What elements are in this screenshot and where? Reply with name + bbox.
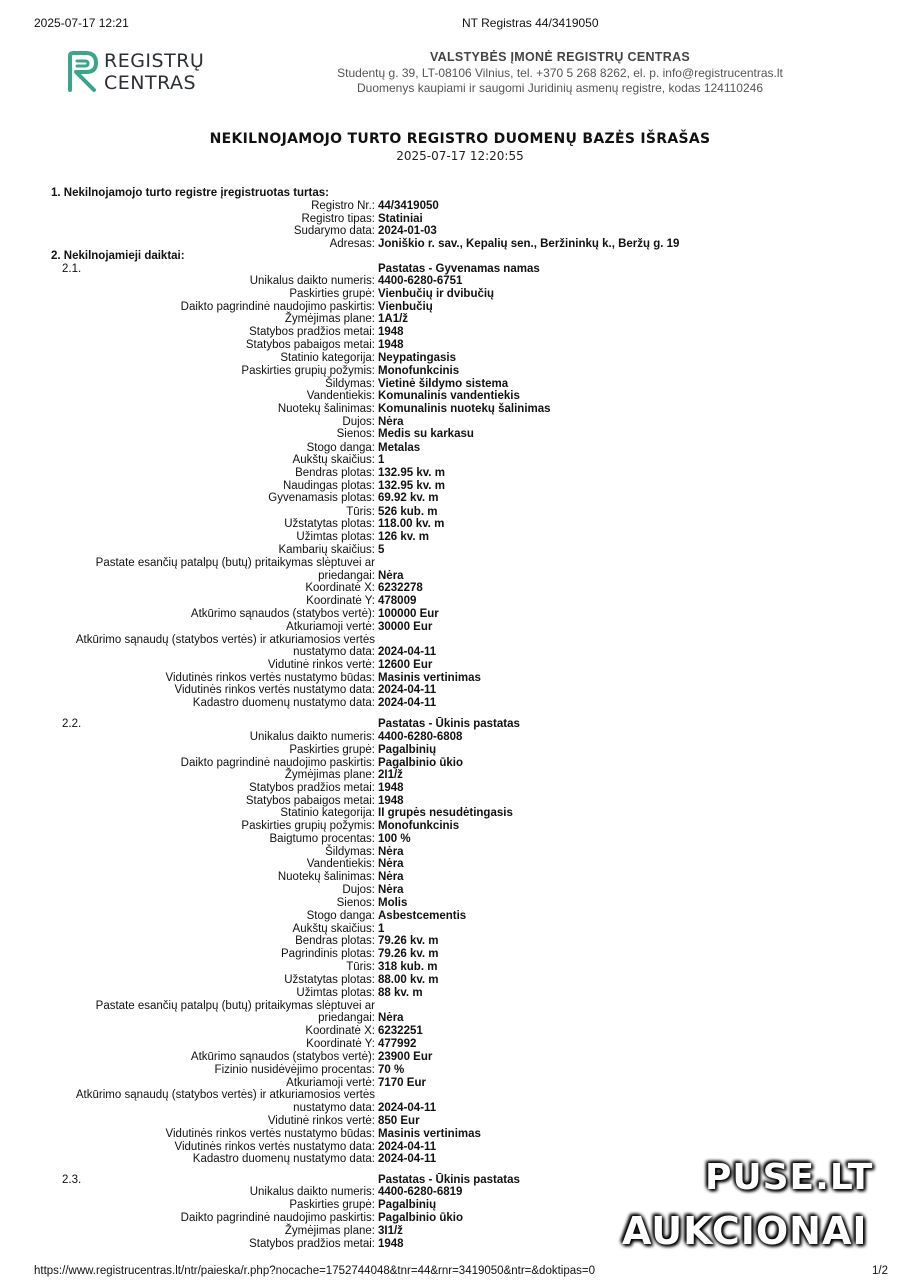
field-label: Daikto pagrindinė naudojimo paskirtis: (180, 757, 375, 769)
watermark-line-1: PUSE.LT (705, 1157, 874, 1198)
field-label: Nuotekų šalinimas: (277, 871, 375, 883)
field-value: Pagalbinių (378, 744, 437, 756)
field-label: Koordinatė X: (305, 582, 375, 594)
field-value: 100 % (378, 833, 411, 845)
field-value: Nėra (378, 846, 404, 858)
org-name: VALSTYBĖS ĮMONĖ REGISTRŲ CENTRAS (429, 50, 691, 64)
field-label: Unikalus daikto numeris: (249, 1186, 375, 1198)
field-value: 1948 (378, 339, 404, 351)
field-label: Daikto pagrindinė naudojimo paskirtis: (180, 1212, 375, 1224)
field-value: Komunalinis nuotekų šalinimas (378, 403, 551, 415)
field-label: Statinio kategorija: (280, 807, 375, 819)
field-value: 1948 (378, 782, 404, 794)
field-label: Registro tipas: (301, 213, 375, 225)
field-label: Pastate esančių patalpų (butų) pritaikymas slėptuvei ar (95, 557, 375, 569)
field-label: Dujos: (342, 884, 375, 896)
field-value: 4400-6280-6819 (378, 1186, 463, 1198)
org-note: Duomenys kaupiami ir saugomi Juridinių asmenų registre, kodas 124110246 (357, 81, 763, 95)
field-value: Nėra (378, 871, 404, 883)
field-label: Paskirties grupių požymis: (241, 365, 375, 377)
footer-url: https://www.registrucentras.lt/ntr/paieska/r.php?nocache=1752744048&tnr=44&rnr=3419050&ntr=&doktipas=0 (34, 1265, 595, 1277)
field-value: 2024-04-11 (378, 1141, 437, 1153)
field-value: Pagalbinio ūkio (378, 1212, 463, 1224)
field-label: Paskirties grupė: (289, 288, 375, 300)
field-value: 1A1/ž (378, 313, 409, 325)
field-label: Unikalus daikto numeris: (249, 275, 375, 287)
field-value: Vienbučių (378, 301, 433, 313)
field-value: 6232278 (378, 582, 423, 594)
registru-centras-logo (66, 50, 216, 96)
field-label: Vandentiekis: (306, 858, 375, 870)
field-label: Statybos pabaigos metai: (245, 339, 375, 351)
field-value: 526 kub. m (378, 506, 438, 518)
field-label: Aukštų skaičius: (292, 923, 375, 935)
field-value: Monofunkcinis (378, 820, 460, 832)
field-label: Paskirties grupė: (289, 744, 375, 756)
field-label: Stogo danga: (306, 442, 375, 454)
field-label: Užstatytas plotas: (284, 518, 375, 530)
field-value: 12600 Eur (378, 659, 433, 671)
field-value: 1948 (378, 795, 404, 807)
field-label: Naudingas plotas: (282, 480, 375, 492)
field-label: Užstatytas plotas: (284, 974, 375, 986)
item-title: Pastatas - Ūkinis pastatas (378, 1174, 520, 1186)
field-value: Medis su karkasu (378, 428, 474, 440)
field-value: 1948 (378, 1238, 404, 1250)
field-label: Vidutinė rinkos vertė: (267, 659, 375, 671)
field-value: Masinis vertinimas (378, 672, 481, 684)
field-label: Koordinatė Y: (306, 1038, 375, 1050)
field-value: Nėra (378, 858, 404, 870)
field-value: 4400-6280-6808 (378, 731, 463, 743)
field-value: 478009 (378, 595, 417, 607)
field-value: Metalas (378, 442, 421, 454)
section-heading: 2. Nekilnojamieji daiktai: (51, 250, 185, 262)
field-label: Statinio kategorija: (280, 352, 375, 364)
field-value: Joniškio r. sav., Kepalių sen., Beržininkų k., Beržų g. 19 (378, 238, 680, 250)
field-label: Statybos pradžios metai: (249, 782, 375, 794)
field-label: Kadastro duomenų nustatymo data: (192, 1153, 375, 1165)
field-value: 132.95 kv. m (378, 467, 445, 479)
field-value: Neypatingasis (378, 352, 456, 364)
field-value: 118.00 kv. m (378, 518, 445, 530)
field-label: Atkūrimo sąnaudų (statybos vertės) ir atkuriamosios vertės (75, 1089, 375, 1101)
field-label: Atkuriamoji vertė: (286, 1077, 375, 1089)
field-label: nustatymo data: (293, 1102, 375, 1114)
field-value: Vietinė šildymo sistema (378, 378, 509, 390)
field-value: 3I1/ž (378, 1225, 403, 1237)
field-value: 2I1/ž (378, 769, 403, 781)
field-value: 477992 (378, 1038, 417, 1050)
field-value: Nėra (378, 416, 404, 428)
field-value: 2024-04-11 (378, 1153, 437, 1165)
field-label: Šildymas: (325, 378, 375, 390)
field-value: 44/3419050 (378, 200, 439, 212)
field-label: Aukštų skaičius: (292, 454, 375, 466)
field-label: Sudarymo data: (293, 225, 375, 237)
field-label: Koordinatė X: (305, 1025, 375, 1037)
field-label: Bendras plotas: (295, 467, 375, 479)
logo-mark-icon (66, 50, 100, 94)
field-label: Pastate esančių patalpų (butų) pritaikymas slėptuvei ar (95, 1000, 375, 1012)
field-label: Dujos: (342, 416, 375, 428)
field-label: Statybos pradžios metai: (249, 326, 375, 338)
field-value: Masinis vertinimas (378, 1128, 481, 1140)
field-label: Žymėjimas plane: (284, 313, 375, 325)
field-label: Vidutinė rinkos vertė: (267, 1115, 375, 1127)
logo-line-1: REGISTRŲ (104, 50, 205, 72)
field-label: Atkūrimo sąnaudos (statybos vertė): (190, 608, 375, 620)
item-number: 2.1. (62, 263, 82, 275)
field-label: Nuotekų šalinimas: (277, 403, 375, 415)
field-label: Registro Nr.: (311, 200, 375, 212)
field-value: 7170 Eur (378, 1077, 426, 1089)
field-value: 100000 Eur (378, 608, 439, 620)
field-label: Atkūrimo sąnaudų (statybos vertės) ir atkuriamosios vertės (75, 634, 375, 646)
field-value: Nėra (378, 1012, 404, 1024)
field-value: 850 Eur (378, 1115, 420, 1127)
field-label: Sienos: (336, 428, 375, 440)
field-label: Užimtas plotas: (296, 531, 375, 543)
field-value: Komunalinis vandentiekis (378, 390, 520, 402)
field-label: Unikalus daikto numeris: (249, 731, 375, 743)
field-value: 132.95 kv. m (378, 480, 445, 492)
field-value: 6232251 (378, 1025, 423, 1037)
page-header-title: NT Registras 44/3419050 (462, 16, 599, 30)
field-label: Atkuriamoji vertė: (286, 621, 375, 633)
item-title: Pastatas - Ūkinis pastatas (378, 718, 520, 730)
field-label: Žymėjimas plane: (284, 769, 375, 781)
field-label: Užimtas plotas: (296, 987, 375, 999)
field-value: 2024-04-11 (378, 697, 437, 709)
field-label: Vandentiekis: (306, 390, 375, 402)
document-datetime: 2025-07-17 12:20:55 (396, 149, 524, 163)
field-value: 79.26 kv. m (378, 935, 439, 947)
field-label: Kadastro duomenų nustatymo data: (192, 697, 375, 709)
item-number: 2.3. (62, 1174, 82, 1186)
field-label: Vidutinės rinkos vertės nustatymo būdas: (165, 1128, 375, 1140)
field-value: Molis (378, 897, 408, 909)
field-label: Daikto pagrindinė naudojimo paskirtis: (180, 301, 375, 313)
field-value: 1 (378, 454, 385, 466)
field-label: Baigtumo procentas: (269, 833, 375, 845)
field-value: 4400-6280-6751 (378, 275, 463, 287)
field-label: Adresas: (329, 238, 375, 250)
field-value: Statiniai (378, 213, 423, 225)
field-value: Asbestcementis (378, 910, 467, 922)
logo-text (104, 50, 204, 94)
field-label: Atkūrimo sąnaudos (statybos vertė): (190, 1051, 375, 1063)
field-label: Fizinio nusidėvėjimo procentas: (214, 1064, 375, 1076)
field-value: Pagalbinių (378, 1199, 437, 1211)
field-value: 2024-01-03 (378, 225, 437, 237)
field-value: II grupės nesudėtingasis (378, 807, 513, 819)
field-value: Pagalbinio ūkio (378, 757, 463, 769)
field-label: Pagrindinis plotas: (281, 948, 375, 960)
field-value: 69.92 kv. m (378, 492, 439, 504)
field-value: Monofunkcinis (378, 365, 460, 377)
field-label: nustatymo data: (293, 646, 375, 658)
field-label: Stogo danga: (306, 910, 375, 922)
field-label: Vidutinės rinkos vertės nustatymo data: (174, 1141, 375, 1153)
item-title: Pastatas - Gyvenamas namas (378, 263, 540, 275)
field-label: Tūris: (346, 506, 375, 518)
field-label: Žymėjimas plane: (284, 1225, 375, 1237)
section-heading: 1. Nekilnojamojo turto registre įregistruotas turtas: (51, 187, 329, 199)
field-label: Statybos pradžios metai: (249, 1238, 375, 1250)
logo-line-2: CENTRAS (104, 72, 197, 94)
field-label: Sienos: (336, 897, 375, 909)
field-value: 88.00 kv. m (378, 974, 439, 986)
field-value: 2024-04-11 (378, 1102, 437, 1114)
field-value: 70 % (378, 1064, 405, 1076)
field-value: 79.26 kv. m (378, 948, 439, 960)
item-number: 2.2. (62, 718, 82, 730)
field-label: Statybos pabaigos metai: (245, 795, 375, 807)
field-value: 126 kv. m (378, 531, 429, 543)
field-label: Paskirties grupių požymis: (241, 820, 375, 832)
field-value: 2024-04-11 (378, 684, 437, 696)
field-label: Vidutinės rinkos vertės nustatymo būdas: (165, 672, 375, 684)
field-value: 5 (378, 544, 385, 556)
field-label: Gyvenamasis plotas: (268, 492, 375, 504)
field-label: Vidutinės rinkos vertės nustatymo data: (174, 684, 375, 696)
field-value: 318 kub. m (378, 961, 438, 973)
field-label: priedangai: (318, 570, 375, 582)
field-value: 30000 Eur (378, 621, 433, 633)
page-number: 1/2 (872, 1265, 888, 1277)
field-value: 1948 (378, 326, 404, 338)
field-value: Nėra (378, 884, 404, 896)
document-title: NEKILNOJAMOJO TURTO REGISTRO DUOMENŲ BAZĖS IŠRAŠAS (209, 131, 711, 147)
watermark-line-2: AUKCIONAI (622, 1209, 868, 1253)
field-value: 1 (378, 923, 385, 935)
field-value: 2024-04-11 (378, 646, 437, 658)
field-value: 88 kv. m (378, 987, 423, 999)
field-label: Koordinatė Y: (306, 595, 375, 607)
field-label: Bendras plotas: (295, 935, 375, 947)
print-datetime: 2025-07-17 12:21 (34, 16, 129, 30)
field-value: Vienbučių ir dvibučių (378, 288, 495, 300)
field-label: Kambarių skaičius: (278, 544, 375, 556)
field-label: Šildymas: (325, 846, 375, 858)
field-value: Nėra (378, 570, 404, 582)
field-value: 23900 Eur (378, 1051, 433, 1063)
field-label: Paskirties grupė: (289, 1199, 375, 1211)
org-address: Studentų g. 39, LT-08106 Vilnius, tel. +370 5 268 8262, el. p. info@registrucentras.lt (337, 66, 783, 80)
field-label: priedangai: (318, 1012, 375, 1024)
field-label: Tūris: (346, 961, 375, 973)
